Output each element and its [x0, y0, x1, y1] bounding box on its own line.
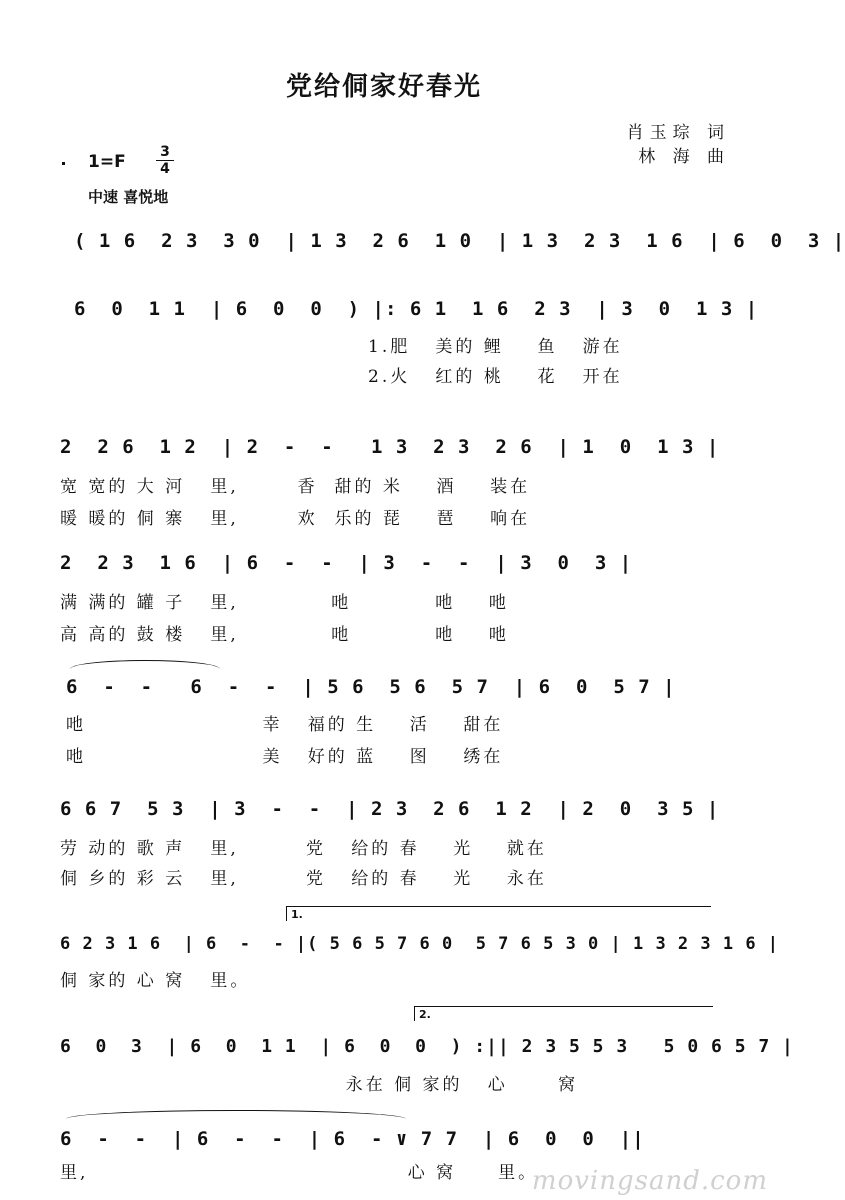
notes-system-7: 6 2 3 1 6 | 6 - - |( 5 6 5 7 6 0 5 7 6 5 3 0 | 1 3 2 3 1 6 | — [60, 934, 780, 954]
volta-first-ending — [286, 906, 711, 921]
notes-system-2: 6 0 1 1 | 6 0 0 ) |: 6 1 1 6 2 3 | 3 0 1 3 | — [74, 298, 759, 320]
lyrics-system-9-verse-1: 里, 心 窝 里。 — [60, 1163, 539, 1183]
lyrics-system-6-verse-2: 侗 乡的 彩 云 里, 党 给的 春 光 永在 — [60, 869, 547, 889]
volta-second-ending — [414, 1006, 713, 1021]
lyrics-system-4-verse-2: 高 高的 鼓 楼 里, 吔 吔 吔 — [60, 625, 509, 645]
composer-credit: 林 海 曲 — [638, 147, 730, 167]
notes-system-9: 6 - - | 6 - - | 6 - ∨ 7 7 | 6 0 0 || — [60, 1128, 645, 1150]
lyrics-system-2-verse-2: 2.火 红的 桃 花 开在 — [368, 367, 623, 387]
time-top: 3 — [160, 144, 170, 160]
lyrics-system-8-verse-1: 永在 侗 家的 心 窝 — [60, 1075, 579, 1095]
key-signature: 1=F — [88, 152, 126, 172]
notes-system-6: 6 6 7 5 3 | 3 - - | 2 3 2 6 1 2 | 2 0 3 5 | — [60, 798, 720, 820]
lyrics-system-5-verse-1: 吔 幸 福的 生 活 甜在 — [66, 715, 504, 735]
volta-1-label: 1. — [291, 908, 303, 921]
watermark: movingsand.com — [531, 1166, 768, 1196]
notes-system-3: 2 2 6 1 2 | 2 - - 1 3 2 3 2 6 | 1 0 1 3 | — [60, 436, 720, 458]
notes-system-4: 2 2 3 1 6 | 6 - - | 3 - - | 3 0 3 | — [60, 552, 633, 574]
tempo-marking: 中速 喜悦地 — [88, 188, 169, 206]
time-signature — [156, 144, 174, 177]
lyrics-system-7-verse-1: 侗 家的 心 窝 里。 — [60, 971, 251, 991]
margin-mark — [62, 162, 65, 165]
notes-system-1: ( 1 6 2 3 3 0 | 1 3 2 6 1 0 | 1 3 2 3 1 6 | 6 0 3 | — [74, 230, 845, 252]
volta-2-label: 2. — [419, 1008, 431, 1021]
tie-arc-final — [66, 1110, 406, 1119]
lyrics-system-5-verse-2: 吔 美 好的 蓝 图 绣在 — [66, 747, 504, 767]
song-title: 党给侗家好春光 — [285, 72, 482, 102]
lyrics-system-3-verse-2: 暖 暖的 侗 寨 里, 欢 乐的 琵 琶 响在 — [60, 509, 531, 529]
notes-system-8: 6 0 3 | 6 0 1 1 | 6 0 0 ) :|| 2 3 5 5 3 5 0 6 5 7 | — [60, 1036, 794, 1057]
lyrics-system-6-verse-1: 劳 动的 歌 声 里, 党 给的 春 光 就在 — [60, 839, 547, 859]
notes-system-5: 6 - - 6 - - | 5 6 5 6 5 7 | 6 0 5 7 | — [66, 676, 676, 698]
tie-arc — [70, 660, 220, 669]
lyricist-credit: 肖玉琮 词 — [626, 123, 730, 143]
lyrics-system-2-verse-1: 1.肥 美的 鲤 鱼 游在 — [368, 337, 623, 357]
time-bottom: 4 — [160, 161, 170, 177]
lyrics-system-4-verse-1: 满 满的 罐 子 里, 吔 吔 吔 — [60, 593, 509, 613]
lyrics-system-3-verse-1: 宽 宽的 大 河 里, 香 甜的 米 酒 装在 — [60, 477, 531, 497]
